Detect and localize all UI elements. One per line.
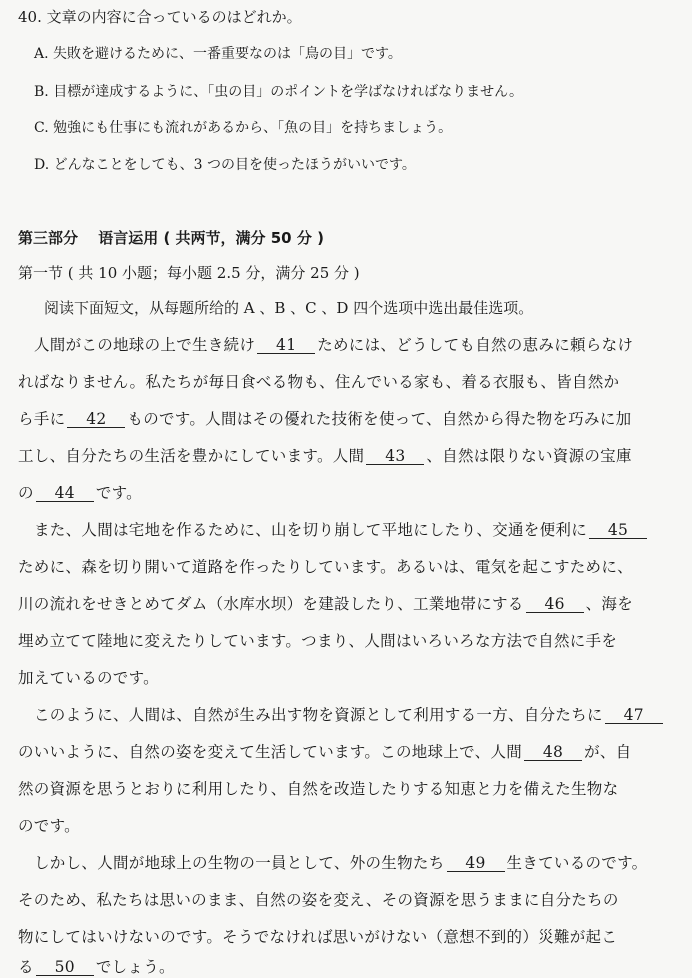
option-d: D. どんなことをしても、3 つの目を使ったほうがいいです。 — [34, 157, 416, 173]
passage-line: る 50 でしょう。 — [18, 958, 175, 976]
blank-47: 47 — [605, 707, 663, 724]
option-a: A. 失敗を避けるために、一番重要なのは「鳥の目」です。 — [34, 46, 402, 62]
passage-line: ればなりません。私たちが毎日食べる物も、住んでいる家も、着る衣服も、皆自然か — [18, 373, 620, 391]
blank-50: 50 — [36, 959, 94, 976]
blank-44: 44 — [36, 485, 94, 502]
blank-49: 49 — [447, 855, 505, 872]
blank-46: 46 — [526, 596, 584, 613]
passage-line: 物にしてはいけないのです。そうでなければ思いがけない（意想不到的）災難が起こ — [18, 928, 618, 946]
passage-line: そのため、私たちは思いのまま、自然の姿を変え、その資源を思うままに自分たちの — [18, 891, 619, 909]
passage-line: 然の資源を思うとおりに利用したり、自然を改造したりする知恵と力を備えた生物な — [18, 780, 619, 798]
passage-line: ために、森を切り開いて道路を作ったりしています。あるいは、電気を起こすために、 — [18, 558, 633, 576]
blank-42: 42 — [67, 411, 125, 428]
passage-line: 加えているのです。 — [18, 669, 159, 687]
option-b: B. 目標が達成するように、「虫の目」のポイントを学ばなければなりません。 — [34, 84, 524, 100]
passage-line: また、人間は宅地を作るために、山を切り崩して平地にしたり、交通を便利に 45 — [34, 520, 649, 540]
passage-line: 人間がこの地球の上で生き続け 41 ためには、どうしても自然の恵みに頼らなけ — [34, 336, 634, 354]
passage-line: 工し、自分たちの生活を豊かにしています。人間 43 、自然は限りない資源の宝庫 — [18, 447, 632, 465]
blank-41: 41 — [257, 337, 315, 354]
passage-line: このように、人間は、自然が生み出す物を資源として利用する一方、自分たちに 47 — [34, 705, 665, 725]
passage-line: 埋め立てて陸地に変えたりしています。つまり、人間はいろいろな方法で自然に手を — [18, 632, 618, 650]
passage-line: のです。 — [18, 817, 80, 835]
question-40-stem: 40. 文章の内容に合っているのはどれか。 — [18, 8, 302, 26]
section-title: 第三部分 语言运用 ( 共两节，满分 50 分 ) — [18, 229, 324, 247]
blank-48: 48 — [524, 744, 582, 761]
passage-line: 川の流れをせきとめてダム（水库水坝）を建設したり、工業地帯にする 46 、海を — [18, 595, 634, 613]
passage-line: ら手に 42 ものです。人間はその優れた技術を使って、自然から得た物を巧みに加 — [18, 410, 632, 428]
blank-45: 45 — [589, 522, 647, 539]
section-instruction: 阅读下面短文，从每题所给的 A 、B 、C 、D 四个选项中选出最佳选项。 — [44, 299, 534, 317]
blank-43: 43 — [366, 448, 424, 465]
option-c: C. 勉強にも仕事にも流れがあるから、「魚の目」を持ちましょう。 — [34, 120, 453, 136]
passage-line: のいいように、自然の姿を変えて生活しています。この地球上で、人間 48 が、自 — [18, 743, 632, 761]
passage-line: しかし、人間が地球上の生物の一員として、外の生物たち 49 生きているのです。 — [34, 854, 648, 872]
passage-line: の 44 です。 — [18, 484, 142, 502]
section-subtitle: 第一节 ( 共 10 小题；每小题 2.5 分，满分 25 分 ) — [18, 264, 360, 282]
